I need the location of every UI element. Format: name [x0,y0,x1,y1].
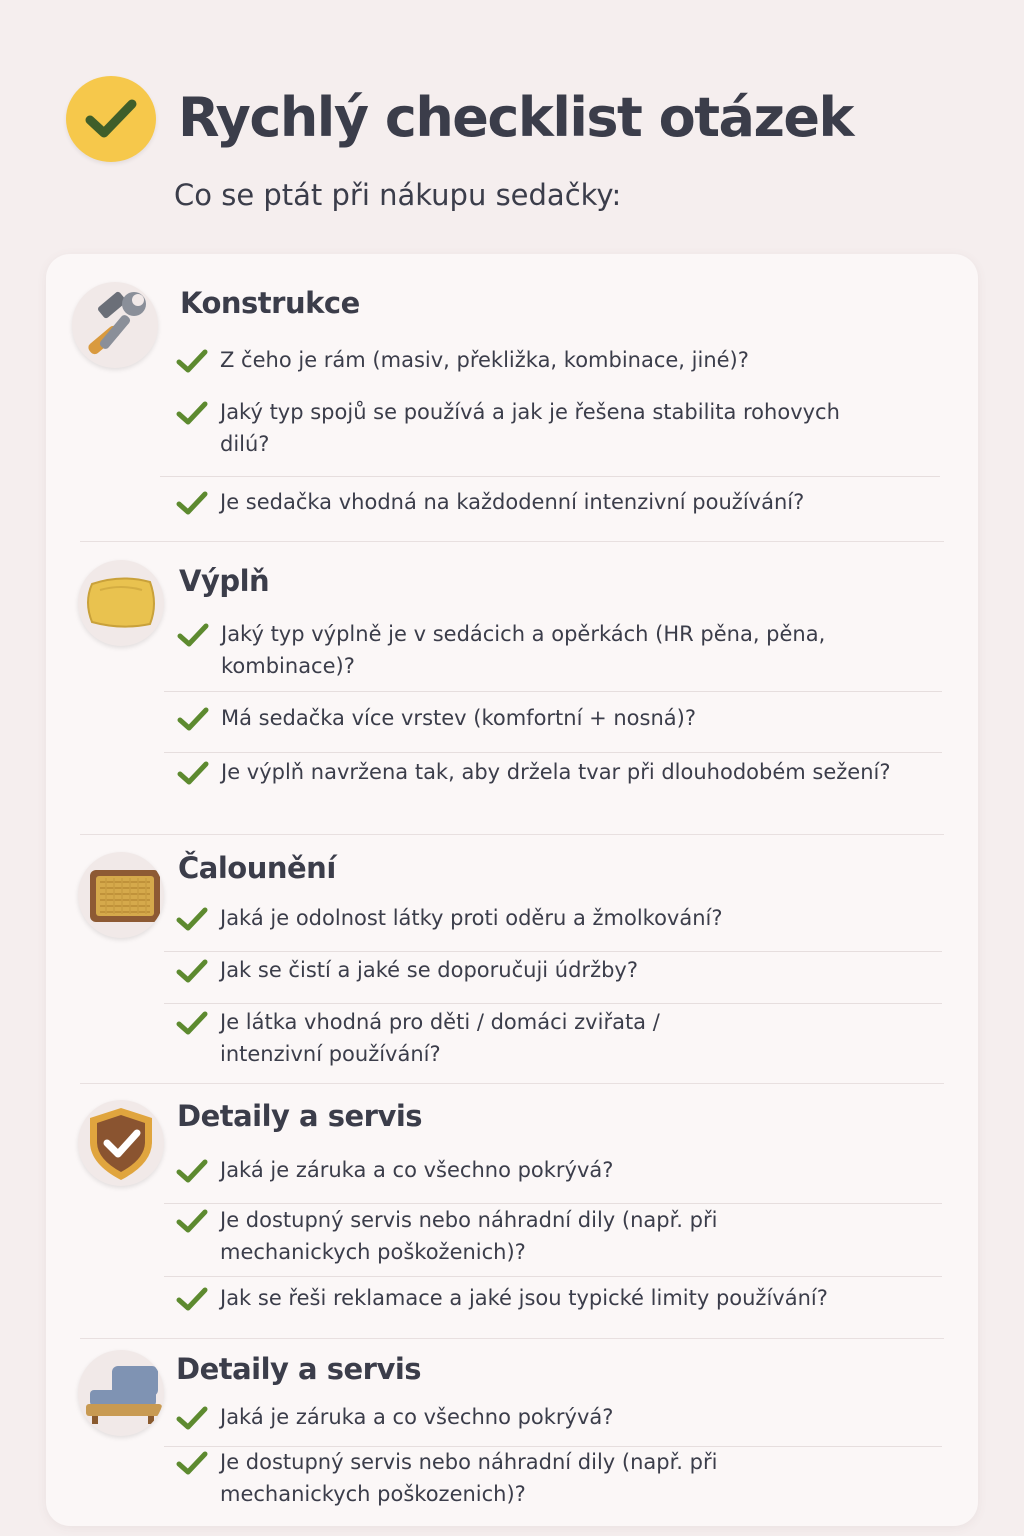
item-divider [164,1276,942,1277]
item-divider [164,951,942,952]
checklist-item-text: Má sedačka více vrstev (komfortní + nosná)? [221,706,696,730]
check-icon [176,1208,208,1234]
item-divider [164,752,942,753]
item-divider [164,691,942,692]
check-icon [176,1286,208,1312]
checklist-item-text: Jaký typ výplně je v sedácich a opěrkách (HR pěna, pěna, kombinace)? [221,622,826,678]
item-divider [164,1003,942,1004]
page-subtitle: Co se ptát při nákupu sedačky: [174,178,622,212]
checklist-item-text: Jaký typ spojů se používá a jak je řešena stabilita rohovych dilú? [220,400,840,456]
check-icon [176,1010,208,1036]
checklist-item-text: Z čeho je rám (masiv, překližka, kombinace, jiné)? [220,348,749,372]
shield-check-icon [78,1100,164,1186]
check-icon [176,348,208,374]
cushion-icon [78,560,164,646]
checklist-item-text: Je sedačka vhodná na každodenní intenzivní používání? [220,490,805,514]
tools-icon [72,282,158,368]
checklist-item-text: Je výplň navržena tak, aby držela tvar při dlouhodobém sežení? [221,760,891,784]
checklist-item-text: Jak se čistí a jaké se doporučuji údržby? [220,958,638,982]
check-icon [176,906,208,932]
check-icon [176,1405,208,1431]
checklist-item-text: Je dostupný servis nebo náhradní dily (např. při mechanickych poškoženich)? [220,1208,718,1264]
checklist-item-text: Je dostupný servis nebo náhradní dily (např. při mechanickych poškozenich)? [220,1450,718,1506]
section-title-calouneni: Čalounění [178,851,336,885]
section-divider [80,834,944,835]
section-title-detaily-servis: Detaily a servis [177,1099,423,1133]
section-title-detaily-servis-2: Detaily a servis [176,1352,422,1386]
section-title-vypln: Výplň [179,564,270,598]
item-divider [160,476,940,477]
section-divider [80,1083,944,1084]
page-header [66,76,966,226]
sofa-icon [78,1350,164,1436]
check-icon [176,1450,208,1476]
check-icon [176,958,208,984]
check-icon [177,760,209,786]
fabric-swatch-icon [78,852,164,938]
check-badge-icon [66,76,156,162]
check-icon [176,1158,208,1184]
checklist-item-text: Jaká je odolnost látky proti oděru a žmolkování? [220,906,723,930]
checklist-item-text: Jaká je záruka a co všechno pokrývá? [220,1158,614,1182]
section-title-konstrukce: Konstrukce [180,286,360,320]
check-icon [177,622,209,648]
section-divider [80,541,944,542]
check-icon [177,706,209,732]
page-title: Rychlý checklist otázek [178,86,853,149]
check-icon [176,490,208,516]
section-divider [80,1338,944,1339]
checklist-item-text: Je látka vhodná pro děti / domáci zviřata / intenzivní používání? [220,1010,660,1066]
check-icon [176,400,208,426]
checklist-item-text: Jaká je záruka a co všechno pokrývá? [220,1405,614,1429]
checklist-item-text: Jak se řeši reklamace a jaké jsou typické limity používání? [220,1286,828,1310]
